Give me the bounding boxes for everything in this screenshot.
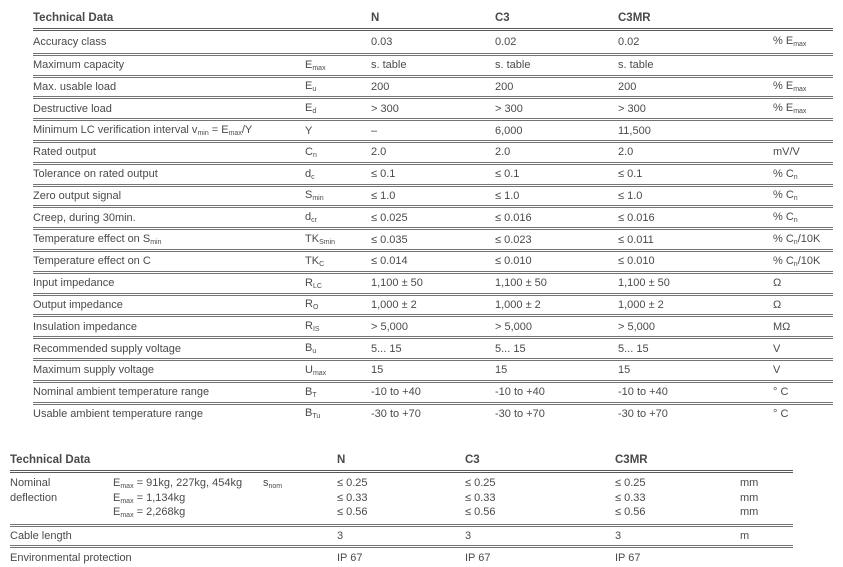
cell-value-n: -10 to +40 (371, 386, 421, 399)
cell-label: Environmental protection (10, 552, 132, 565)
table-row (33, 118, 833, 140)
cell-value-c3: 15 (495, 364, 508, 377)
cell-symbol: Y (305, 124, 313, 137)
table-row (33, 380, 833, 402)
cell-value-n: 5... 15 (371, 342, 402, 355)
table-row (33, 358, 833, 380)
cell-value-c3: -10 to +40 (495, 386, 545, 399)
cell-unit: % $E_{max}$ (773, 102, 807, 116)
table2-header-row (10, 449, 793, 473)
cable-length-row (10, 527, 793, 548)
cell-value-c3: s. table (495, 59, 531, 72)
cell-value-c3: 6,000 (495, 124, 523, 137)
cell-unit: % $C_n$ (773, 167, 798, 181)
cell-unit: % $C_n/10K$ (773, 233, 821, 247)
cell-value-c3mr: 2.0 (618, 146, 634, 159)
cell-value-c3mr: ≤ 0.010 (618, 255, 655, 268)
cell-unit: Ω (773, 277, 782, 290)
cell-symbol (263, 476, 337, 520)
cell-symbol: $S_{min}$ (305, 189, 324, 203)
cell-value-n: > 5,000 (371, 320, 409, 333)
table-row (33, 205, 833, 227)
cell-value-c3mr: 1,100 ± 50 (618, 277, 670, 290)
cell-value-n: ≤ 0.025 (371, 211, 408, 224)
cell-value-c3mr: 1,000 ± 2 (618, 298, 664, 311)
cell-value-n: > 300 (371, 102, 399, 115)
cell-unit: V (773, 342, 781, 355)
table-row (33, 75, 833, 97)
cell-value-c3mr: 15 (618, 364, 631, 377)
cell-symbol: $C_n$ (305, 145, 317, 159)
table2-header-c3mr: C3MR (615, 453, 648, 466)
cell-unit: ° C (773, 407, 789, 420)
cell-label: Creep, during 30min. (33, 211, 136, 224)
cell-label: Temperature effect on $S_{min}$ (33, 233, 162, 247)
table-row (33, 336, 833, 358)
cell-value-c3mr: -30 to +70 (618, 407, 668, 420)
cell-label: Minimum LC verification interval $v_{min} = E_{max}/Y$ (33, 124, 253, 138)
cell-value-n: – (371, 124, 378, 137)
cell-symbol: $d_c$ (305, 167, 315, 181)
cell-value-c3: 1,100 ± 50 (495, 277, 547, 290)
cell-symbol: $B_T$ (305, 385, 317, 399)
cell-value-c3: > 5,000 (495, 320, 533, 333)
cell-value-c3: ≤ 0.1 (495, 168, 520, 181)
cell-label: Zero output signal (33, 189, 122, 202)
cell-symbol: $R_O$ (305, 298, 319, 312)
cell-label (10, 476, 113, 520)
cell-label: Recommended supply voltage (33, 342, 181, 355)
cell-label: Nominal ambient temperature range (33, 386, 210, 399)
cell-symbol: $U_{max}$ (305, 363, 327, 377)
cell-value-c3mr: 0.02 (618, 35, 640, 48)
condition-line: $E_{max} = 1,134kg$ (113, 491, 186, 505)
table-row (33, 227, 833, 249)
cell-symbol: $R_{IS}$ (305, 320, 320, 334)
cell-value-n: 1,100 ± 50 (371, 277, 423, 290)
table-row (33, 140, 833, 162)
cell-label: Max. usable load (33, 80, 117, 93)
cell-value-n: ≤ 0.035 (371, 233, 408, 246)
cell-symbol: $E_{max}$ (305, 58, 326, 72)
nominal-deflection-label: Nominal deflection (10, 477, 58, 504)
cell-unit: Ω (773, 298, 782, 311)
cell-label: Temperature effect on C (33, 255, 151, 268)
cell-symbol: $R_{LC}$ (305, 276, 322, 290)
cell-label: Input impedance (33, 277, 115, 290)
table1-header-row (33, 8, 833, 31)
cell-label: Rated output (33, 146, 96, 159)
cell-value-c3mr: 200 (618, 80, 637, 93)
cell-value-n: 2.0 (371, 146, 387, 159)
table1-header-c3mr: C3MR (618, 12, 651, 24)
cell-value-n: 200 (371, 80, 390, 93)
table1-header-label: Technical Data (33, 12, 114, 24)
cell-value-c3mr: > 5,000 (618, 320, 656, 333)
cell-label: Maximum capacity (33, 59, 125, 72)
cell-value-c3: 5... 15 (495, 342, 526, 355)
cell-value-c3mr: ≤ 0.011 (618, 233, 654, 246)
cell-label: Destructive load (33, 102, 112, 115)
cell-value-n: 0.03 (371, 35, 393, 48)
symbol: $s_{nom}$ (263, 477, 283, 490)
table-row (33, 249, 833, 271)
cell-label: Insulation impedance (33, 320, 137, 333)
environmental-protection-row (10, 548, 793, 567)
table2-header-c3: C3 (465, 453, 480, 466)
cell-symbol: $B_{Tu}$ (305, 407, 321, 421)
cell-unit: % $E_{max}$ (773, 80, 807, 94)
table-row (33, 96, 833, 118)
table-row (33, 314, 833, 336)
cell-symbol: $B_u$ (305, 342, 317, 356)
cell-unit: % $C_n/10K$ (773, 254, 821, 268)
cell-value-c3: 200 (495, 80, 514, 93)
cell-value-c3mr: 11,500 (618, 124, 651, 137)
cell-value-c3: 0.02 (495, 35, 517, 48)
table-row (33, 162, 833, 184)
cell-unit: mV/V (773, 146, 800, 159)
table-row (33, 184, 833, 206)
cell-unit: V (773, 364, 781, 377)
cell-value-c3mr: 5... 15 (618, 342, 649, 355)
technical-data-table-2 (10, 449, 793, 567)
table1-body (33, 31, 833, 423)
cell-label: Cable length (10, 529, 72, 542)
cell-value-c3: ≤ 1.0 (495, 189, 520, 202)
table-row (33, 293, 833, 315)
table-row (33, 53, 833, 75)
cell-label: Maximum supply voltage (33, 364, 155, 377)
table1-header-c3: C3 (495, 12, 510, 24)
cell-value-n: -30 to +70 (371, 407, 421, 420)
cell-value-c3mr: > 300 (618, 102, 646, 115)
cell-label: Accuracy class (33, 35, 107, 48)
cell-value-n: ≤ 0.014 (371, 255, 408, 268)
technical-data-table-1 (33, 8, 833, 423)
table-row (33, 31, 833, 53)
cell-unit: % $C_n$ (773, 211, 798, 225)
cell-value-c3mr: IP 67 (615, 552, 641, 565)
table-row (33, 402, 833, 424)
cell-capacity-conditions (113, 476, 263, 520)
table2-header-label: Technical Data (10, 453, 91, 466)
cell-value-n: 1,000 ± 2 (371, 298, 417, 311)
cell-value-c3: -30 to +70 (495, 407, 545, 420)
cell-symbol: $d_{cr}$ (305, 211, 317, 225)
cell-unit: MΩ (773, 320, 791, 333)
table-row (33, 271, 833, 293)
cell-value-c3: 2.0 (495, 146, 511, 159)
cell-value-n: ≤ 0.1 (371, 168, 396, 181)
cell-value-c3: ≤ 0.023 (495, 233, 532, 246)
cell-value-c3mr: ≤ 0.1 (618, 168, 643, 181)
table2-header-n: N (337, 453, 346, 466)
cell-unit: m (740, 529, 750, 542)
cell-value-n: 3 (337, 529, 344, 542)
cell-value-n: 15 (371, 364, 384, 377)
table1-header-n: N (371, 12, 380, 24)
condition-line: $E_{max} = 2,268kg$ (113, 506, 186, 520)
cell-unit: % $E_{max}$ (773, 35, 807, 49)
cell-value-c3mr: ≤ 1.0 (618, 189, 643, 202)
cell-symbol: $E_d$ (305, 102, 317, 116)
cell-value-c3mr: ≤ 0.016 (618, 211, 655, 224)
cell-value-c3: ≤ 0.010 (495, 255, 532, 268)
cell-value-n: ≤ 1.0 (371, 189, 396, 202)
cell-symbol: $TK_C$ (305, 254, 325, 268)
cell-unit: ° C (773, 386, 789, 399)
cell-label: Usable ambient temperature range (33, 407, 203, 420)
cell-label: Output impedance (33, 298, 123, 311)
cell-value-c3: ≤ 0.016 (495, 211, 532, 224)
cell-value-c3mr: ≤ 0.25 ≤ 0.33 ≤ 0.56 (615, 477, 646, 519)
cell-value-c3: 3 (465, 529, 472, 542)
cell-unit: % $C_n$ (773, 189, 798, 203)
cell-value-n: ≤ 0.25 ≤ 0.33 ≤ 0.56 (337, 477, 368, 519)
cell-value-c3: IP 67 (465, 552, 491, 565)
cell-value-c3mr: s. table (618, 59, 654, 72)
cell-value-c3: ≤ 0.25 ≤ 0.33 ≤ 0.56 (465, 477, 496, 519)
cell-value-c3: > 300 (495, 102, 523, 115)
cell-value-c3mr: -10 to +40 (618, 386, 668, 399)
cell-value-c3: 1,000 ± 2 (495, 298, 541, 311)
cell-value-c3mr: 3 (615, 529, 622, 542)
cell-symbol: $TK_{Smin}$ (305, 233, 336, 247)
cell-label: Tolerance on rated output (33, 168, 158, 181)
nominal-deflection-row (10, 473, 793, 527)
condition-line: $E_{max} = 91kg$, 227kg, 454kg (113, 477, 243, 490)
cell-value-n: IP 67 (337, 552, 363, 565)
cell-unit: mm mm mm (740, 477, 759, 519)
cell-symbol: $E_u$ (305, 80, 317, 94)
cell-value-n: s. table (371, 59, 407, 72)
